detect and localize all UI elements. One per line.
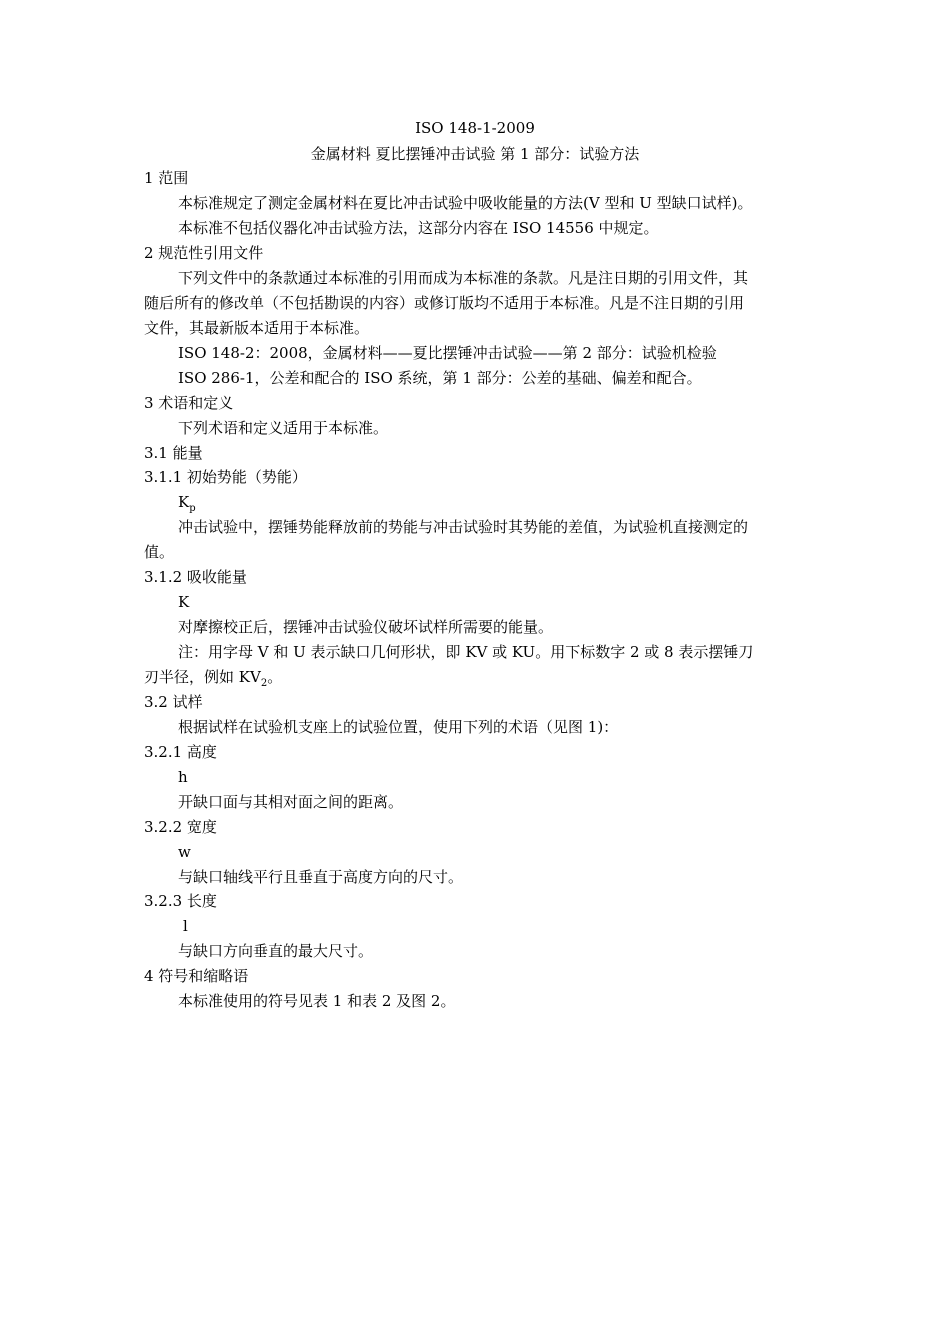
note-line-2-end: 。 — [267, 668, 283, 686]
section-3-2-3-heading: 3.2.3 长度 — [144, 892, 217, 910]
section-1-paragraph-2: 本标准不包括仪器化冲击试验方法，这部分内容在 ISO 14556 中规定。 — [178, 219, 659, 237]
section-1-heading: 1 范围 — [144, 169, 189, 187]
section-3-heading: 3 术语和定义 — [144, 394, 234, 412]
section-3-1-1-heading: 3.1.1 初始势能（势能） — [144, 468, 307, 486]
section-3-2-2-heading: 3.2.2 宽度 — [144, 818, 217, 836]
reference-iso-148-2: ISO 148-2：2008，金属材料——夏比摆锤冲击试验——第 2 部分：试验机检验 — [178, 344, 717, 362]
symbol-w: w — [178, 843, 191, 861]
section-4-heading: 4 符号和缩略语 — [144, 967, 249, 985]
section-3-2-heading: 3.2 试样 — [144, 693, 203, 711]
note-line-2 — [144, 667, 282, 687]
symbol-kp-subscript: p — [189, 503, 196, 514]
section-3-1-heading: 3.1 能量 — [144, 444, 203, 462]
document-title: 金属材料 夏比摆锤冲击试验 第 1 部分：试验方法 — [310, 145, 640, 163]
section-2-paragraph-line-2: 随后所有的修改单（不包括勘误的内容）或修订版均不适用于本标准。凡是不注日期的引用 — [144, 294, 745, 312]
section-2-paragraph-line-3: 文件，其最新版本适用于本标准。 — [144, 319, 370, 337]
symbol-l: l — [183, 917, 188, 935]
symbol-kp-base: K — [178, 493, 190, 511]
section-3-2-paragraph: 根据试样在试验机支座上的试验位置，使用下列的术语（见图 1)： — [178, 718, 619, 736]
symbol-kp — [178, 492, 196, 512]
symbol-h: h — [178, 768, 188, 786]
section-3-1-1-definition-line-2: 值。 — [144, 543, 175, 561]
section-4-paragraph: 本标准使用的符号见表 1 和表 2 及图 2。 — [178, 992, 456, 1010]
section-3-1-2-heading: 3.1.2 吸收能量 — [144, 568, 247, 586]
section-3-1-2-definition: 对摩擦校正后，摆锤冲击试验仪破坏试样所需要的能量。 — [178, 618, 554, 636]
section-2-heading: 2 规范性引用文件 — [144, 244, 264, 262]
section-3-1-1-definition-line-1: 冲击试验中，摆锤势能释放前的势能与冲击试验时其势能的差值，为试验机直接测定的 — [178, 518, 749, 536]
section-3-paragraph: 下列术语和定义适用于本标准。 — [178, 419, 389, 437]
reference-iso-286-1: ISO 286-1，公差和配合的 ISO 系统，第 1 部分：公差的基础、偏差和配合。 — [178, 369, 702, 387]
note-line-2-text: 刃半径，例如 KV — [144, 668, 261, 686]
section-3-2-2-definition: 与缺口轴线平行且垂直于高度方向的尺寸。 — [178, 868, 464, 886]
section-3-2-1-definition: 开缺口面与其相对面之间的距离。 — [178, 793, 404, 811]
standard-code: ISO 148-1-2009 — [415, 119, 535, 137]
section-2-paragraph-line-1: 下列文件中的条款通过本标准的引用而成为本标准的条款。凡是注日期的引用文件，其 — [178, 269, 749, 287]
note-line-1: 注：用字母 V 和 U 表示缺口几何形状，即 KV 或 KU。用下标数字 2 或 8 表示摆锤刀 — [178, 643, 754, 661]
note-subscript: 2 — [260, 678, 268, 689]
section-3-2-3-definition: 与缺口方向垂直的最大尺寸。 — [178, 942, 374, 960]
section-1-paragraph-1: 本标准规定了测定金属材料在夏比冲击试验中吸收能量的方法(V 型和 U 型缺口试样)。 — [178, 194, 753, 212]
section-3-2-1-heading: 3.2.1 高度 — [144, 743, 217, 761]
symbol-k: K — [178, 593, 190, 611]
